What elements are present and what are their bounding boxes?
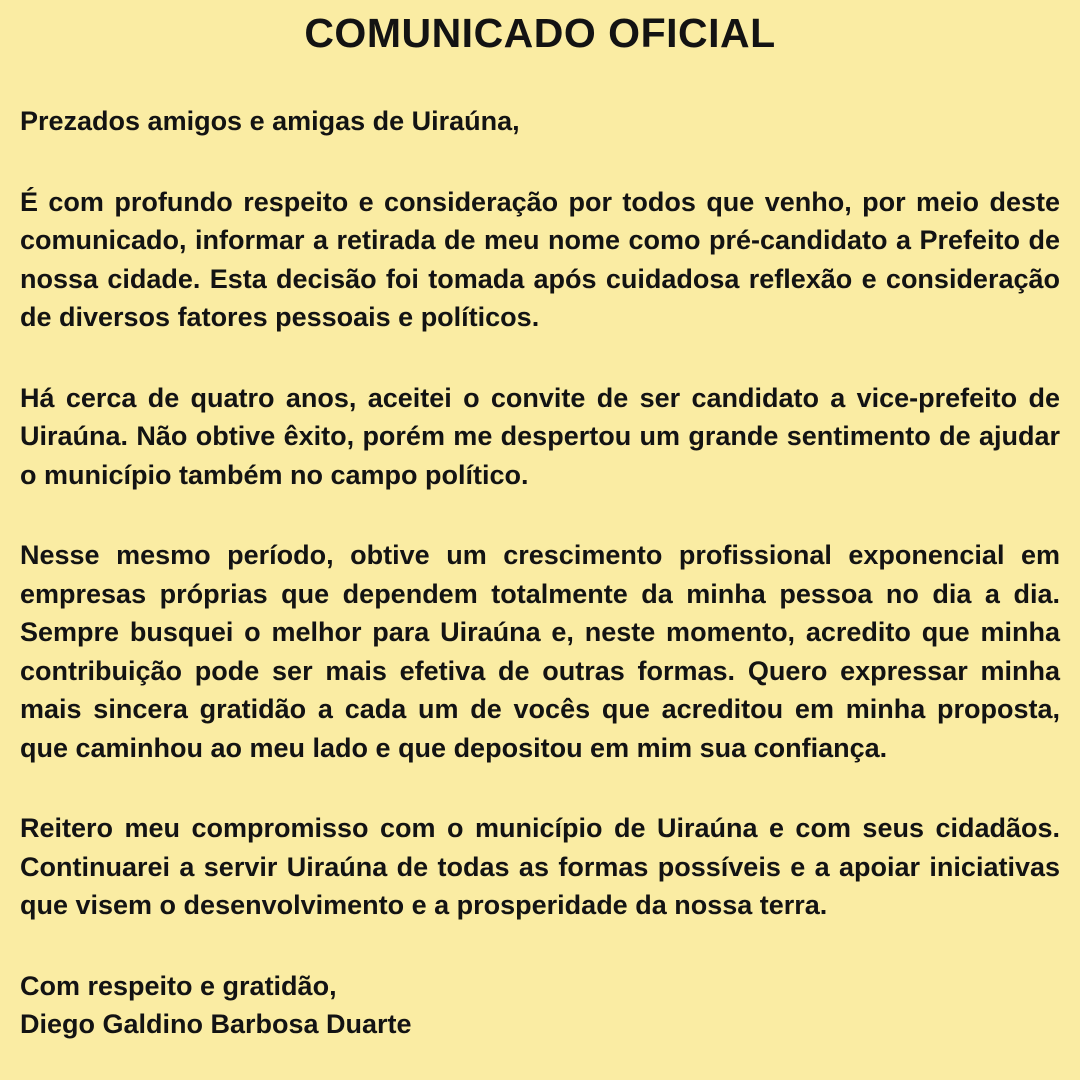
page-title: COMUNICADO OFICIAL — [304, 10, 776, 56]
signature-name: Diego Galdino Barbosa Duarte — [20, 1009, 412, 1039]
paragraph-withdrawal: É com profundo respeito e consideração por todos que venho, por meio deste comunicado, informar a retirada de meu nome como pré-candidato a Prefeito de nossa cidade. Esta decisão foi tomada após cuidadosa reflexão e consideração de diversos fatores pessoais e políticos. — [20, 186, 1060, 332]
announcement-document — [0, 9, 1080, 1080]
closing-line: Com respeito e gratidão, — [20, 970, 337, 1001]
salutation-line: Prezados amigos e amigas de Uiraúna, — [20, 106, 520, 136]
paragraph-commitment: Reitero meu compromisso com o município de Uiraúna e com seus cidadãos. Continuarei a servir Uiraúna de todas as formas possíveis e a apoiar iniciativas que visem o desenvolvimento e a prosperidade da nossa terra. — [20, 813, 1060, 920]
paragraph-history: Há cerca de quatro anos, aceitei o convite de ser candidato a vice-prefeito de Uiraúna. Não obtive êxito, porém me despertou um grande sentimento de ajudar o município também no campo político. — [20, 382, 1060, 490]
paragraph-gratitude: Nesse mesmo período, obtive um crescimento profissional exponencial em empresas próprias que dependem totalmente da minha pessoa no dia a dia. Sempre busquei o melhor para Uiraúna e, neste momento, acredito que minha contribuição pode ser mais efetiva de outras formas. Quero expressar minha mais sincera gratidão a cada um de vocês que acreditou em minha proposta, que caminhou ao meu lado e que depositou em mim sua confiança. — [20, 540, 1060, 763]
